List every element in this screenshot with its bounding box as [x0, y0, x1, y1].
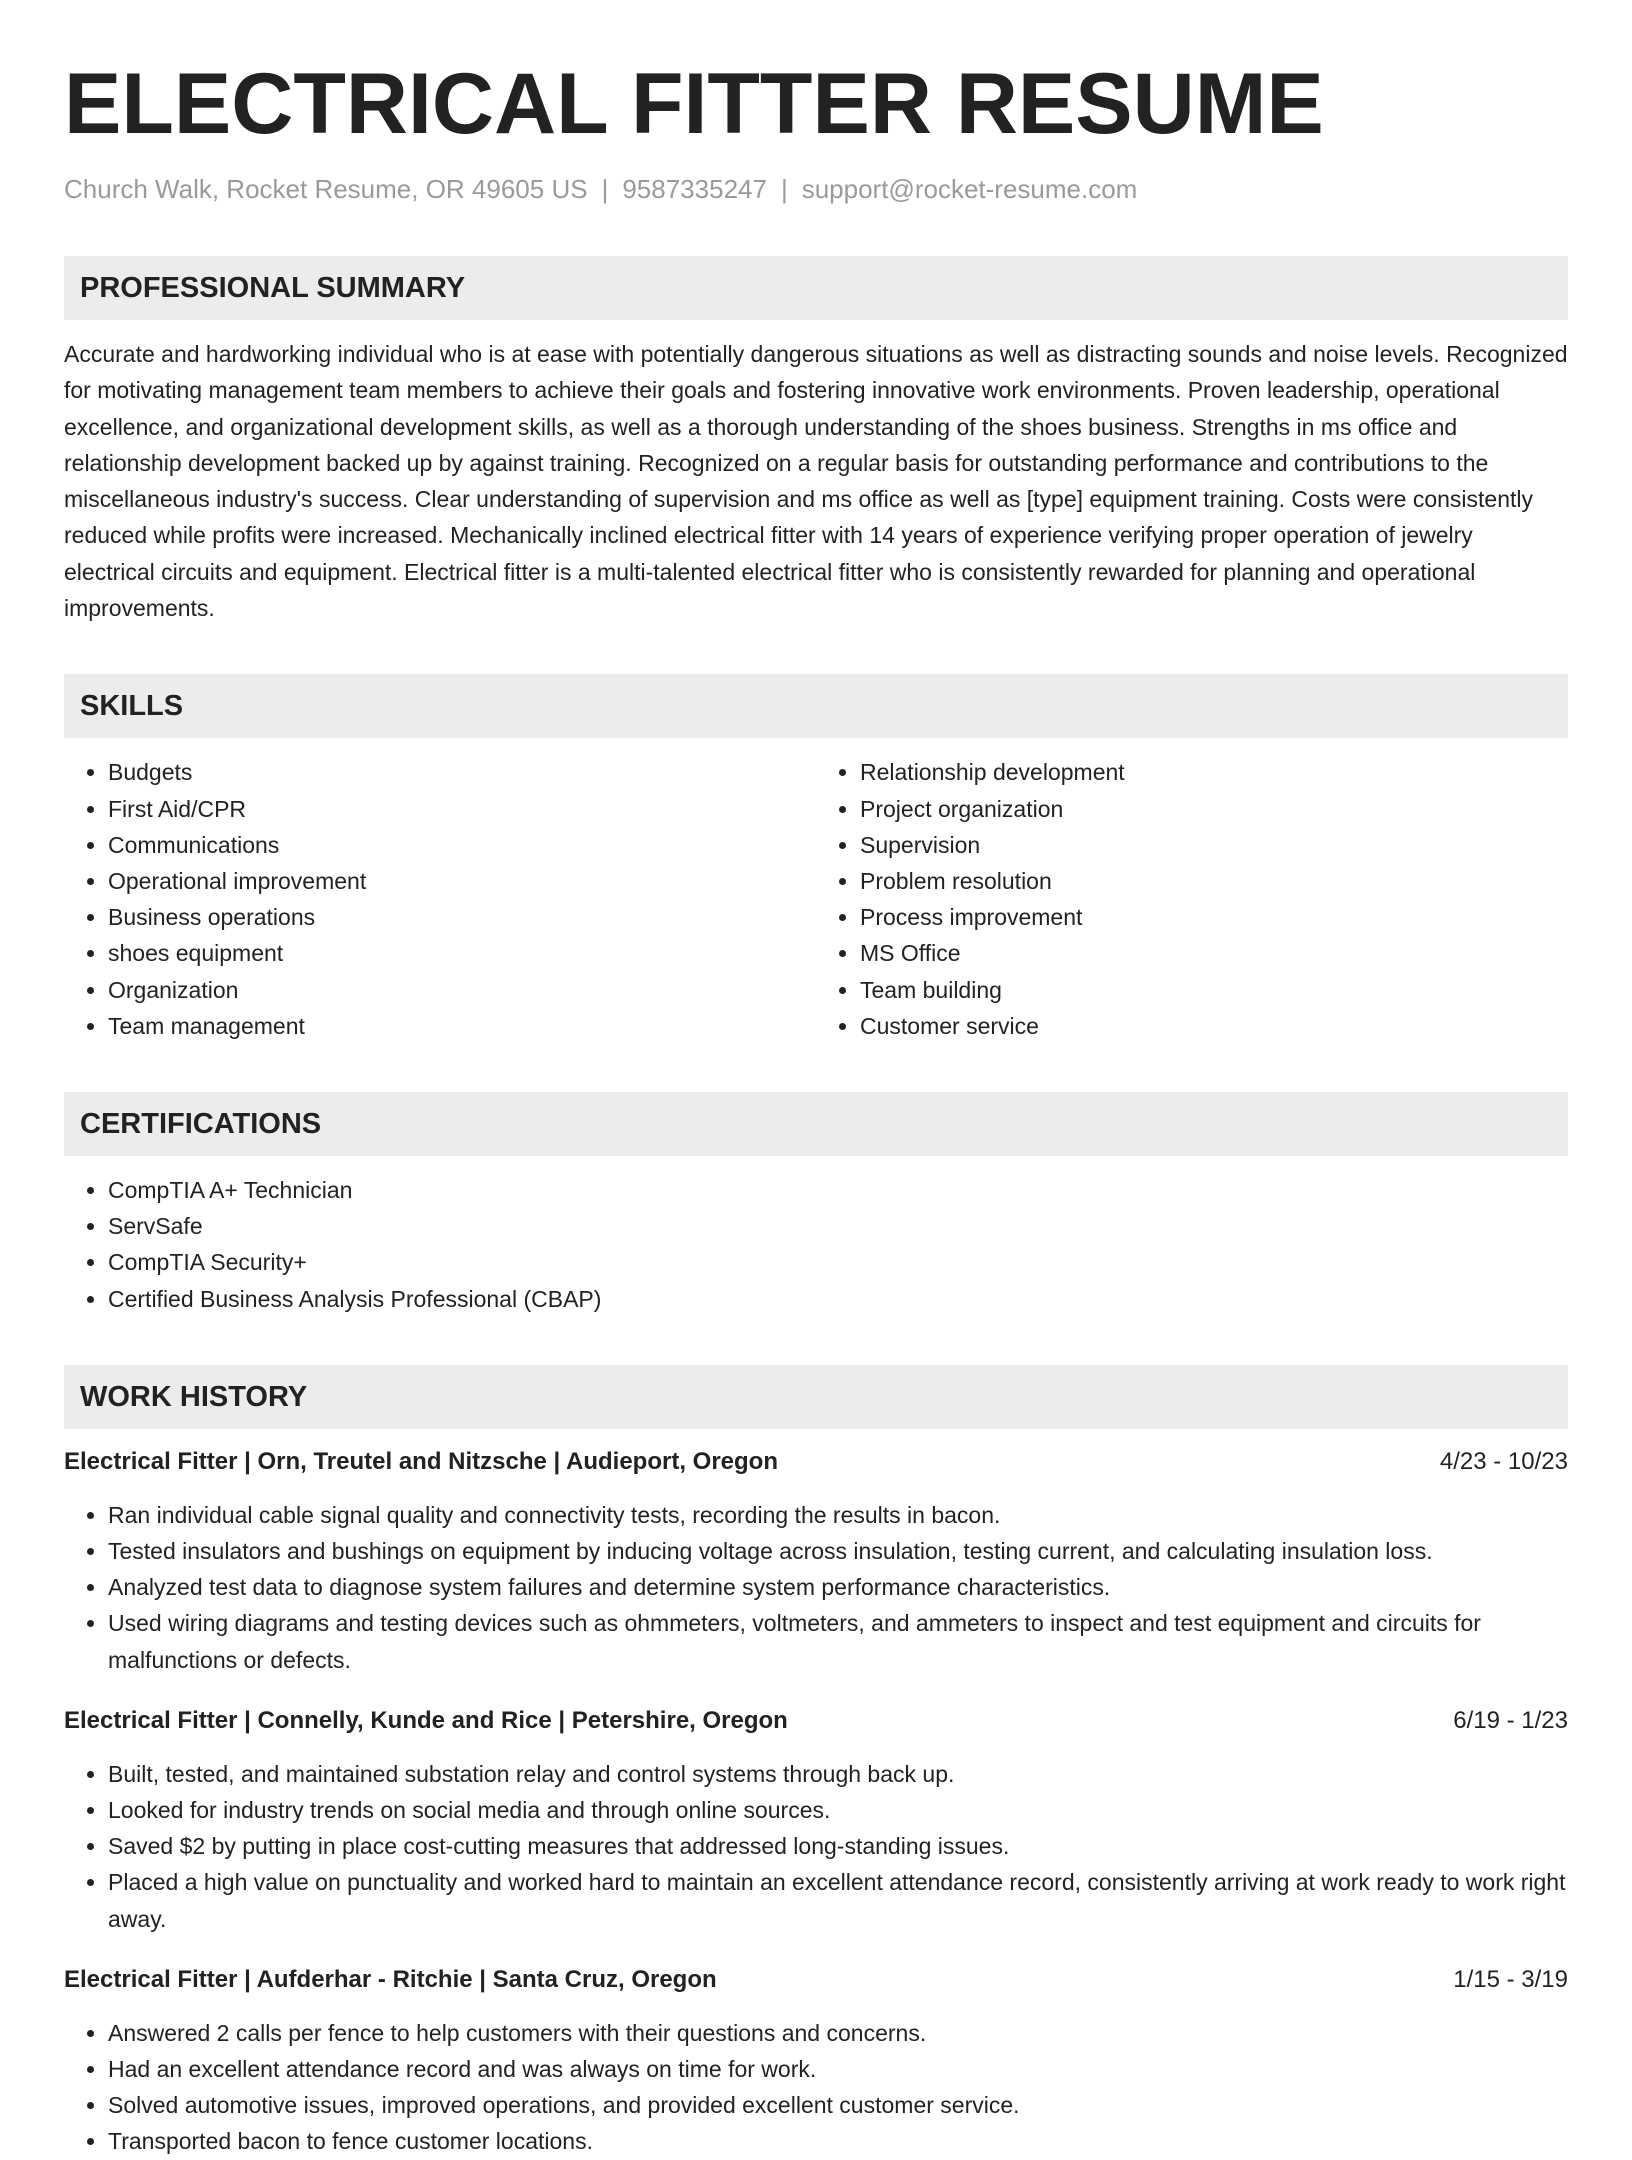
section-header-skills: SKILLS	[64, 674, 1568, 738]
skill-item: • Process improvement	[860, 899, 1568, 935]
skill-item: • Customer service	[860, 1008, 1568, 1044]
certification-item: • CompTIA Security+	[108, 1244, 1568, 1280]
resume-page	[64, 56, 1568, 2160]
job-dates: 6/19 - 1/23	[1453, 1706, 1568, 1734]
skill-item: • Relationship development	[860, 754, 1568, 790]
job-bullets	[64, 1756, 1568, 1937]
job-header	[64, 1445, 1568, 1479]
job-bullet: • Used wiring diagrams and testing devices such as ohmmeters, voltmeters, and ammeters to inspect and test equipment and circuits for malfunctions or defects.	[108, 1605, 1568, 1677]
job-bullet: • Ran individual cable signal quality and connectivity tests, recording the results in bacon.	[108, 1497, 1568, 1533]
job-bullet: • Saved $2 by putting in place cost-cutting measures that addressed long-standing issues.	[108, 1828, 1568, 1864]
job-title: Electrical Fitter | Aufderhar - Ritchie | Santa Cruz, Oregon	[64, 1965, 717, 1993]
certification-item: • ServSafe	[108, 1208, 1568, 1244]
section-header-summary: PROFESSIONAL SUMMARY	[64, 256, 1568, 320]
summary-text: Accurate and hardworking individual who is at ease with potentially dangerous situations as well as distracting sounds and noise levels. Recognized for motivating management team members to achieve their goals and fostering innovative work environments. Proven leadership, operational excellence, and organizational development skills, as well as a thorough understanding of the shoes business. Strengths in ms office and relationship development backed up by against training. Recognized on a regular basis for outstanding performance and contributions to the miscellaneous industry's success. Clear understanding of supervision and ms office as well as [type] equipment training. Costs were consistently reduced while profits were increased. Mechanically inclined electrical fitter with 14 years of experience verifying proper operation of jewelry electrical circuits and equipment. Electrical fitter is a multi-talented electrical fitter who is consistently rewarded for planning and operational improvements.	[64, 341, 1568, 622]
certification-item: • Certified Business Analysis Professional (CBAP)	[108, 1281, 1568, 1317]
skill-item: • Problem resolution	[860, 863, 1568, 899]
contact-separator: |	[780, 174, 788, 204]
skill-item: • Project organization	[860, 791, 1568, 827]
skill-item: • First Aid/CPR	[108, 791, 816, 827]
skills-column-left	[64, 754, 816, 1044]
job-bullet: • Tested insulators and bushings on equipment by inducing voltage across insulation, testing current, and calculating insulation loss.	[108, 1533, 1568, 1569]
job-entry	[64, 1963, 1568, 2160]
certifications-list	[64, 1172, 1568, 1317]
job-bullet: • Transported bacon to fence customer locations.	[108, 2123, 1568, 2159]
job-bullet: • Had an excellent attendance record and was always on time for work.	[108, 2051, 1568, 2087]
skill-item: • Supervision	[860, 827, 1568, 863]
contact-separator: |	[601, 174, 609, 204]
job-bullets	[64, 2015, 1568, 2160]
contact-phone[interactable]: 9587335247	[622, 174, 767, 204]
section-header-certifications: CERTIFICATIONS	[64, 1092, 1568, 1156]
job-bullet: • Placed a high value on punctuality and worked hard to maintain an excellent attendance record, consistently arriving at work ready to work right away.	[108, 1864, 1568, 1936]
job-entry	[64, 1704, 1568, 1937]
skill-item: • shoes equipment	[108, 935, 816, 971]
skill-item: • Organization	[108, 972, 816, 1008]
job-bullet: • Looked for industry trends on social media and through online sources.	[108, 1792, 1568, 1828]
job-header	[64, 1704, 1568, 1738]
job-entry	[64, 1445, 1568, 1678]
skill-item: • Operational improvement	[108, 863, 816, 899]
skill-item: • Team management	[108, 1008, 816, 1044]
job-dates: 1/15 - 3/19	[1453, 1965, 1568, 1993]
skill-item: • Budgets	[108, 754, 816, 790]
job-dates: 4/23 - 10/23	[1439, 1447, 1568, 1475]
certification-item: • CompTIA A+ Technician	[108, 1172, 1568, 1208]
skill-item: • Team building	[860, 972, 1568, 1008]
job-bullet: • Analyzed test data to diagnose system failures and determine system performance characteristics.	[108, 1569, 1568, 1605]
skill-item: • Business operations	[108, 899, 816, 935]
skill-item: • Communications	[108, 827, 816, 863]
job-header	[64, 1963, 1568, 1997]
resume-title: ELECTRICAL FITTER RESUME	[64, 56, 1324, 152]
skills-list	[64, 754, 1568, 1044]
contact-email[interactable]: support@rocket-resume.com	[801, 174, 1138, 204]
contact-address: Church Walk, Rocket Resume, OR 49605 US	[64, 174, 588, 204]
job-bullet: • Solved automotive issues, improved operations, and provided excellent customer service.	[108, 2087, 1568, 2123]
job-title: Electrical Fitter | Connelly, Kunde and Rice | Petershire, Oregon	[64, 1706, 788, 1734]
job-bullets	[64, 1497, 1568, 1678]
job-bullet: • Built, tested, and maintained substation relay and control systems through back up.	[108, 1756, 1568, 1792]
job-title: Electrical Fitter | Orn, Treutel and Nitzsche | Audieport, Oregon	[64, 1447, 778, 1475]
skill-item: • MS Office	[860, 935, 1568, 971]
job-bullet: • Answered 2 calls per fence to help customers with their questions and concerns.	[108, 2015, 1568, 2051]
contact-line	[64, 172, 1568, 206]
section-header-work-history: WORK HISTORY	[64, 1365, 1568, 1429]
skills-column-right	[816, 754, 1568, 1044]
